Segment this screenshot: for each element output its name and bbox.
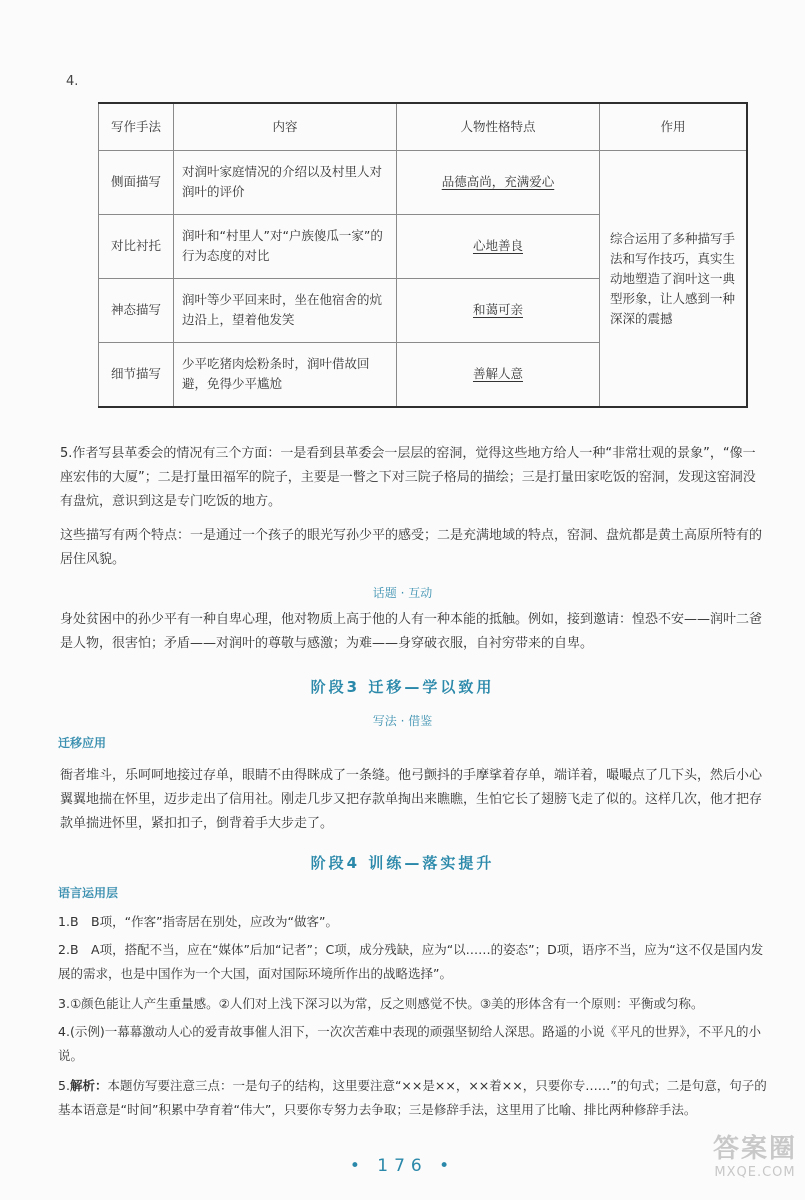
stage-3-subheading: 写法 · 借鉴 [372, 714, 433, 728]
answer-item-1 [58, 910, 768, 934]
header-trait: 人物性格特点 [397, 103, 600, 151]
effect-cell: 综合运用了多种描写手法和写作技巧，真实生动地塑造了润叶这一典型形象，让人感到一种深深的震撼 [600, 151, 748, 408]
row-technique: 对比衬托 [99, 214, 174, 278]
header-content: 内容 [174, 103, 397, 151]
answer-number: 2. [58, 942, 70, 957]
answer-item-5 [58, 1074, 768, 1122]
stage-3-text: 衙者堆斗，乐呵呵地接过存单，眼睛不由得眯成了一条缝。他弓颤抖的手摩挲着存单，端详着，嘬嘬点了几下头，然后小心翼翼地揣在怀里，迈步走出了信用社。刚走几步又把存款单掏出来瞧瞧，生怕它长了翅膀飞走了似的。这样几次，他才把存款单揣进怀里，紧扣扣子，倒背着手大步走了。 [60, 768, 763, 831]
answer-5-paragraph-2: 这些描写有两个特点：一是通过一个孩子的眼光写孙少平的感受；二是充满地域的特点，窑洞、盘炕都是黄土高原所特有的居住风貌。 [60, 528, 763, 567]
row-trait: 和蔼可亲 [472, 302, 523, 318]
answer-number: 1. [58, 914, 70, 929]
row-technique: 侧面描写 [99, 151, 174, 215]
answer-text: ①颜色能让人产生重量感。②人们对上浅下深习以为常，反之则感觉不快。③美的形体含有一个原则：平衡或匀称。 [69, 996, 704, 1011]
answer-item-3 [58, 992, 768, 1016]
row-trait: 善解人意 [472, 366, 523, 382]
row-trait: 心地善良 [472, 238, 523, 254]
row-content: 少平吃猪肉烩粉条时，润叶借故回避，免得少平尴尬 [174, 342, 397, 407]
table-row [99, 151, 748, 215]
row-content: 润叶等少平回来时，坐在他宿舍的炕边沿上，望着他发笑 [174, 278, 397, 342]
answer-5-paragraph-1: 5.作者写县革委会的情况有三个方面：一是看到县革委会一层层的窑洞，觉得这些地方给人一种“非常壮观的景象”，“像一座宏伟的大厦”；二是打量田福军的院子，主要是一瞥之下对三院子格局的描绘；三是打量田家吃饭的窑洞，发现这窑洞没有盘炕，意识到这是专门吃饭的地方。 [60, 446, 756, 509]
row-content: 对润叶家庭情况的介绍以及村里人对润叶的评价 [174, 151, 397, 215]
topic-text: 身处贫困中的孙少平有一种自卑心理，他对物质上高于他的人有一种本能的抵触。例如，接到邀请：惶恐不安——润叶二爸是人物，很害怕；矛盾——对润叶的尊敬与感激；为难——身穿破衣服，自衬穷带来的自卑。 [60, 612, 763, 651]
question-number: 4. [66, 74, 79, 89]
row-trait: 品德高尚，充满爱心 [441, 174, 555, 190]
row-content: 润叶和“村里人”对“户族傻瓜一家”的行为态度的对比 [174, 214, 397, 278]
stage-4-title: 阶段4 训练—落实提升 [310, 854, 495, 872]
answer-number: 5. [58, 1078, 70, 1093]
header-effect: 作用 [600, 103, 748, 151]
answer-number: 4. [58, 1024, 70, 1039]
row-technique: 神态描写 [99, 278, 174, 342]
answer-item-4 [58, 1020, 768, 1068]
stage-3-section-label: 迁移应用 [58, 736, 107, 750]
watermark-top: 答案圈 [712, 1134, 797, 1164]
answer-item-2 [58, 938, 768, 986]
header-technique: 写作手法 [99, 103, 174, 151]
row-technique: 细节描写 [99, 342, 174, 407]
writing-technique-table [98, 102, 748, 408]
answer-text: 本题仿写要注意三点：一是句子的结构，这里要注意“××是××，××着××，只要你专……”的句式；二是句意，句子的基本语意是“时间”积累中孕育着“伟大”，只要你专努力去争取；三是修辞手法，这里用了比喻、排比两种修辞手法。 [58, 1078, 767, 1117]
watermark-logo [713, 1128, 797, 1180]
topic-heading: 话题 · 互动 [372, 586, 433, 600]
page-number: • 176 • [349, 1156, 456, 1176]
answer-label: 解析： [69, 1078, 108, 1093]
answer-number: 3. [58, 996, 70, 1011]
answer-text: B A项，搭配不当，应在“媒体”后加“记者”；C项，成分残缺，应为“以……的姿态”；D项，语序不当，应为“这不仅是国内发展的需求，也是中国作为一个大国，面对国际环境所作出的战略选择”。 [58, 942, 764, 981]
answer-text: B B项，“作客”指寄居在别处，应改为“做客”。 [69, 914, 338, 929]
table-header-row [99, 103, 748, 151]
watermark-bottom: MXQE.COM [714, 1165, 796, 1180]
stage-4-section-label: 语言运用层 [58, 886, 119, 900]
answer-text: (示例)一幕幕激动人心的爱青故事催人泪下，一次次苦难中表现的顽强坚韧给人深思。路遥的小说《平凡的世界》，不平凡的小说。 [58, 1024, 761, 1063]
stage-3-title: 阶段3 迁移—学以致用 [310, 678, 495, 696]
